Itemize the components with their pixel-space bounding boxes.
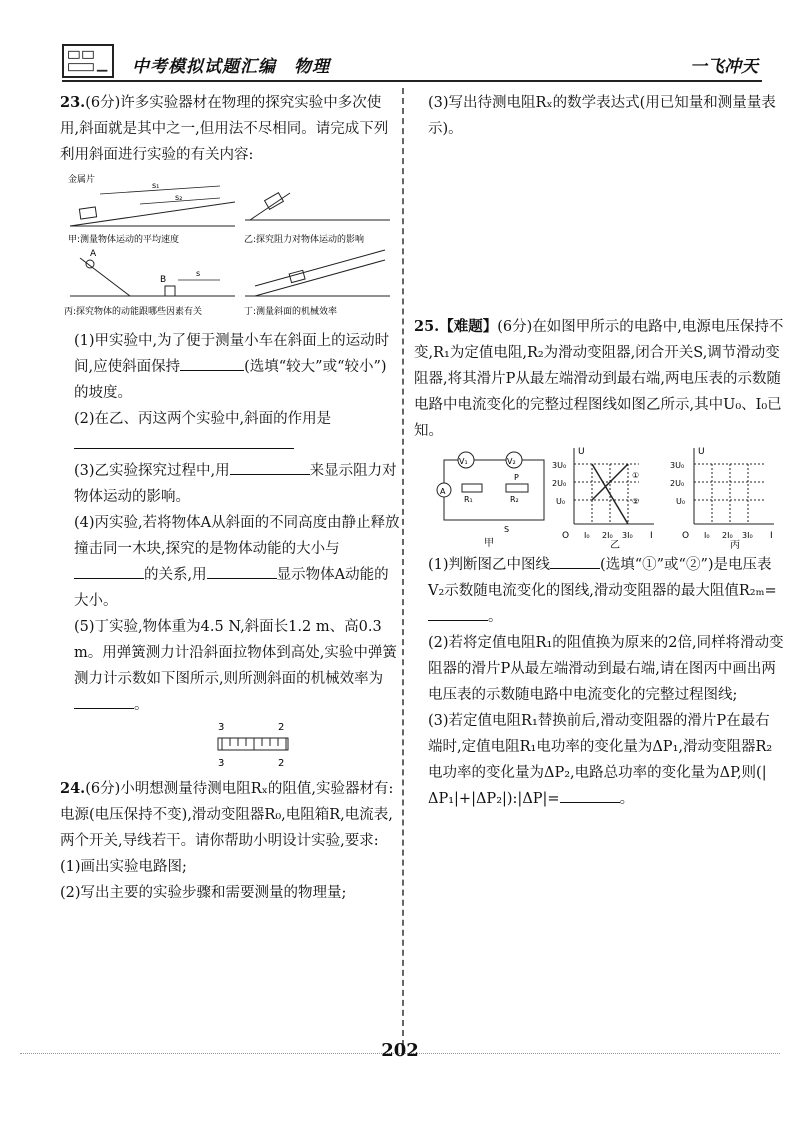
svg-text:V₂: V₂ (507, 457, 516, 466)
q25-blank2[interactable] (428, 606, 488, 621)
scale-top-left: 3 (218, 722, 225, 733)
label-A: A (90, 249, 97, 259)
svg-text:U: U (698, 447, 705, 457)
label-B: B (160, 275, 167, 285)
svg-text:甲: 甲 (484, 538, 494, 549)
scale-bot-right: 2 (278, 758, 285, 769)
svg-text:U: U (578, 447, 585, 457)
cap-ding: 丁:测量斜面的机械效率 (244, 307, 338, 317)
q23-blank1[interactable] (180, 356, 244, 371)
q23-part4: (4)丙实验,若将物体A从斜面的不同高度由静止释放撞击同一木块,探究的是物体动能的大小与的关系,用 显示物体A动能的大小。 (74, 515, 400, 609)
q23-blank2[interactable] (74, 434, 294, 449)
svg-text:乙: 乙 (610, 540, 620, 551)
q24-intro: 24.(6分)小明想测量待测电阻Rₓ的阻值,实验器材有:电源(电压保持不变),滑动变阻器R₀,电阻箱R,电流表,两个开关,导线若干。请你帮助小明设计实验,要求: (60, 780, 394, 849)
q23-blank3[interactable] (230, 460, 310, 475)
page-number: 202 (381, 1040, 419, 1061)
q25-part2: (2)若将定值电阻R₁的阻值换为原来的2倍,同样将滑动变阻器的滑片P从最左端滑动到最右端,请在图丙中画出两电压表的示数随电路中电流变化的完整过程图线; (428, 635, 784, 703)
svg-text:V₁: V₁ (459, 457, 468, 466)
svg-text:2U₀: 2U₀ (552, 479, 567, 488)
svg-text:I: I (650, 531, 653, 541)
q23-part3: (3)乙实验探究过程中,用 来显示阻力对物体运动的影响。 (60, 458, 400, 510)
resistor-r1 (462, 484, 482, 492)
header-title: 中考模拟试题汇编 物理 (132, 57, 330, 77)
fig-yi-cart (265, 193, 284, 210)
q23-part1: (1)甲实验中,为了便于测量小车在斜面上的运动时间,应使斜面保持 (选填“较大”或“较小”)的坡度。 (74, 333, 390, 401)
svg-text:U₀: U₀ (556, 497, 566, 506)
fig-jia-cart (79, 207, 96, 219)
spring-scale-svg (60, 718, 400, 776)
q23-intro: 23.(6分)许多实验器材在物理的探究实验中多次使用,斜面就是其中之一,但用法不尽相同。请完成下列利用斜面进行实验的有关内容: (60, 94, 389, 163)
q23-figure-svg (60, 168, 400, 328)
q25-part3: (3)若定值电阻R₁替换前后,滑动变阻器的滑片P在最右端时,定值电阻R₁电功率的变化量为ΔP₁,滑动变阻器R₂电功率的变化量为ΔP₂,电路总功率的变化量为ΔP,则(|ΔP₁|+|ΔP₂|):|ΔP|= 。 (428, 713, 773, 807)
fig-ding-slope2 (255, 250, 385, 286)
svg-text:②: ② (632, 497, 640, 506)
q24-part2: (2)写出主要的实验步骤和需要测量的物理量; (60, 885, 347, 901)
label-s2: s₂ (175, 193, 183, 202)
q25-blank3[interactable] (560, 788, 620, 803)
label-s: s (196, 269, 201, 278)
fig-ding-slope (255, 260, 385, 296)
label-s1: s₁ (152, 181, 160, 190)
fig-metal-label: 金属片 (68, 175, 96, 185)
header-brand: 一飞冲天 (690, 57, 758, 77)
fig-jia-s1 (100, 186, 220, 194)
scale-top-right: 2 (278, 722, 285, 733)
q23-blank6[interactable] (74, 694, 134, 709)
svg-text:I₀: I₀ (704, 531, 710, 540)
q25-blank1[interactable] (550, 554, 600, 569)
svg-text:R₁: R₁ (464, 495, 473, 504)
q24-part1: (1)画出实验电路图; (60, 859, 187, 875)
scale-bot-left: 3 (218, 758, 225, 769)
q23-figures (60, 168, 400, 328)
svg-text:①: ① (632, 471, 640, 480)
svg-text:S: S (504, 525, 510, 534)
fig-jia-slope (70, 202, 235, 226)
cap-bing: 丙:探究物体的动能跟哪些因素有关 (64, 307, 203, 317)
svg-text:2I₀: 2I₀ (602, 531, 613, 540)
svg-text:P: P (514, 473, 519, 482)
svg-text:丙: 丙 (730, 540, 740, 551)
circuit-frame (444, 460, 544, 520)
svg-text:A: A (440, 487, 446, 496)
fig-bing-block (165, 286, 175, 296)
svg-text:I: I (770, 531, 773, 541)
q24-answer-space (414, 142, 784, 314)
svg-text:3U₀: 3U₀ (670, 461, 685, 470)
q25-part1: (1)判断图乙中图线 (选填“①”或“②”)是电压表V₂示数随电流变化的图线,滑动变阻器的最大阻值R₂ₘ=。 (414, 552, 784, 630)
svg-text:U₀: U₀ (676, 497, 686, 506)
left-column (60, 90, 400, 906)
q25-intro: 25.【难题】(6分)在如图甲所示的电路中,电源电压保持不变,R₁为定值电阻,R₂为滑动变阻器,闭合开关S,调节滑动变阻器,将其滑片P从最左端滑动到最右端,两电压表的示数随电路中电流变化的完整过程图线如图乙所示,其中U₀、I₀已知。 (414, 318, 784, 439)
svg-text:2U₀: 2U₀ (670, 479, 685, 488)
resistor-r2 (506, 484, 528, 492)
right-column (414, 90, 784, 812)
svg-text:R₂: R₂ (510, 495, 519, 504)
cap-yi: 乙:探究阻力对物体运动的影响 (244, 235, 365, 245)
svg-text:3U₀: 3U₀ (552, 461, 567, 470)
cap-jia: 甲:测量物体运动的平均速度 (68, 235, 180, 245)
page-header (62, 44, 762, 82)
svg-text:3I₀: 3I₀ (622, 531, 633, 540)
book-logo-icon (62, 44, 114, 78)
column-divider (402, 88, 404, 1046)
fig-ding-block (289, 270, 305, 282)
q25-figure-svg (414, 444, 784, 552)
svg-text:O: O (682, 531, 690, 541)
svg-text:2I₀: 2I₀ (722, 531, 733, 540)
q24-part3: (3)写出待测电阻Rₓ的数学表达式(用已知量和测量量表示)。 (428, 95, 776, 137)
q23-part5: (5)丁实验,物体重为4.5 N,斜面长1.2 m、高0.3 m。用弹簧测力计沿斜面拉物体到高处,实验中弹簧测力计示数如下图所示,则所测斜面的机械效率为。 (74, 619, 397, 713)
q23-part2: (2)在乙、丙这两个实验中,斜面的作用是 (60, 406, 400, 458)
q23-blank4[interactable] (74, 564, 144, 579)
q23-blank5[interactable] (207, 564, 277, 579)
svg-text:O: O (562, 531, 570, 541)
svg-text:I₀: I₀ (584, 531, 590, 540)
svg-text:3I₀: 3I₀ (742, 531, 753, 540)
q25-figures (414, 444, 784, 552)
fig-bing-slope (80, 258, 130, 296)
spring-scale-figure (60, 718, 400, 776)
